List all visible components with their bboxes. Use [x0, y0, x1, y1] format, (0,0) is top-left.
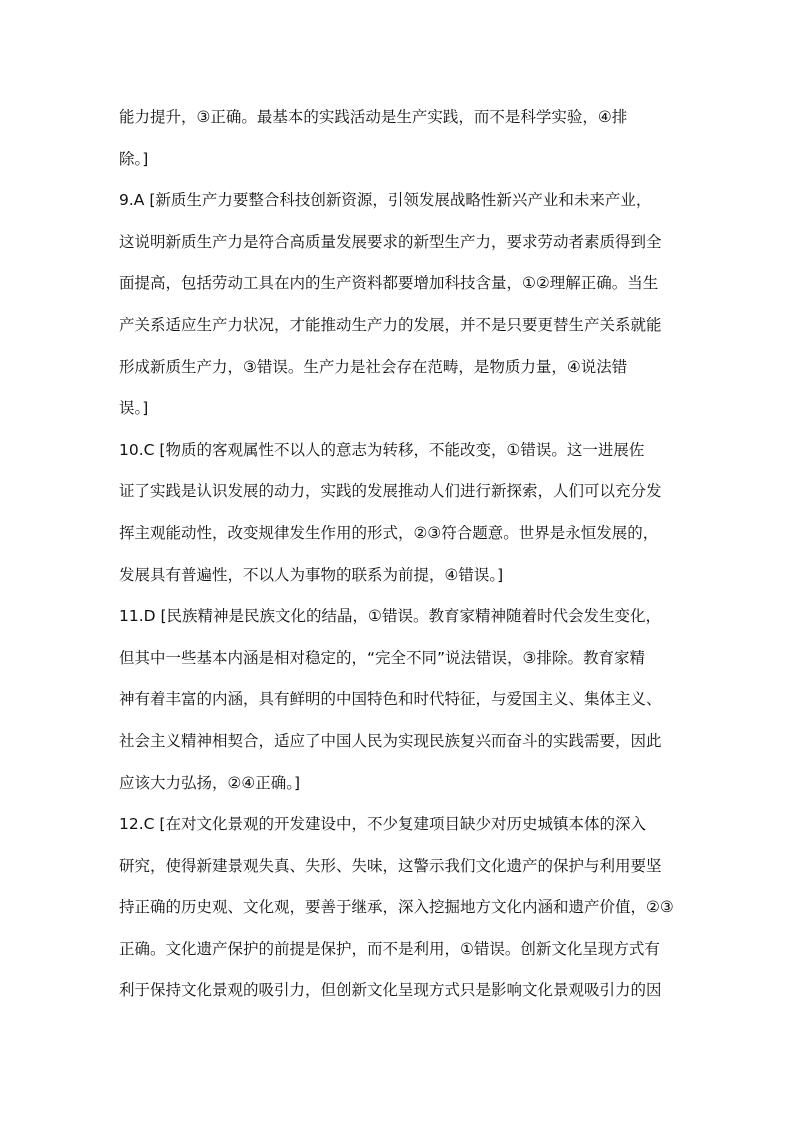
text-line: 这说明新质生产力是符合高质量发展要求的新型生产力，要求劳动者素质得到全 — [119, 232, 662, 251]
text-line: 正确。文化遗产保护的前提是保护，而不是利用，①错误。创新文化呈现方式有 — [119, 939, 660, 958]
text-line: 11.D [民族精神是民族文化的结晶，①错误。教育家精神随着时代会发生变化， — [119, 607, 661, 626]
text-line: 面提高，包括劳动工具在内的生产资料都要增加科技含量，①②理解正确。当生 — [119, 274, 659, 293]
text-line: 产关系适应生产力状况，才能推动生产力的发展，并不是只要更替生产关系就能 — [119, 315, 662, 334]
text-line: 误。] — [119, 399, 149, 418]
text-line: 神有着丰富的内涵，具有鲜明的中国特色和时代特征，与爱国主义、集体主义、 — [119, 690, 662, 709]
text-line: 除。] — [119, 149, 149, 168]
text-line: 9.A [新质生产力要整合科技创新资源，引领发展战略性新兴产业和未来产业， — [119, 191, 652, 210]
text-line: 持正确的历史观、文化观，要善于继承，深入挖掘地方文化内涵和遗产价值，②③ — [119, 898, 674, 917]
text-line: 应该大力弘扬，②④正确。] — [119, 773, 301, 792]
text-line: 研究，使得新建景观失真、失形、失味，这警示我们文化遗产的保护与利用要坚 — [119, 856, 662, 875]
text-line: 证了实践是认识发展的动力，实践的发展推动人们进行新探索，人们可以充分发 — [119, 482, 662, 501]
text-line: 形成新质生产力，③错误。生产力是社会存在范畴，是物质力量，④说法错 — [119, 357, 628, 376]
answer-text-body — [119, 97, 681, 1012]
text-line: 社会主义精神相契合，适应了中国人民为实现民族复兴而奋斗的实践需要，因此 — [119, 731, 662, 750]
text-line: 但其中一些基本内涵是相对稳定的，“完全不同”说法错误，③排除。教育家精 — [119, 648, 645, 667]
text-line: 10.C [物质的客观属性不以人的意志为转移，不能改变，①错误。这一进展佐 — [119, 440, 645, 459]
text-line: 利于保持文化景观的吸引力，但创新文化呈现方式只是影响文化景观吸引力的因 — [119, 981, 662, 1000]
text-line: 发展具有普遍性，不以人为事物的联系为前提，④错误。] — [119, 565, 504, 584]
text-line: 能力提升，③正确。最基本的实践活动是生产实践，而不是科学实验，④排 — [119, 108, 628, 126]
text-line: 挥主观能动性，改变规律发生作用的形式，②③符合题意。世界是永恒发展的， — [119, 523, 659, 542]
text-line: 12.C [在对文化景观的开发建设中，不少复建项目缺少对历史城镇本体的深入 — [119, 815, 646, 834]
